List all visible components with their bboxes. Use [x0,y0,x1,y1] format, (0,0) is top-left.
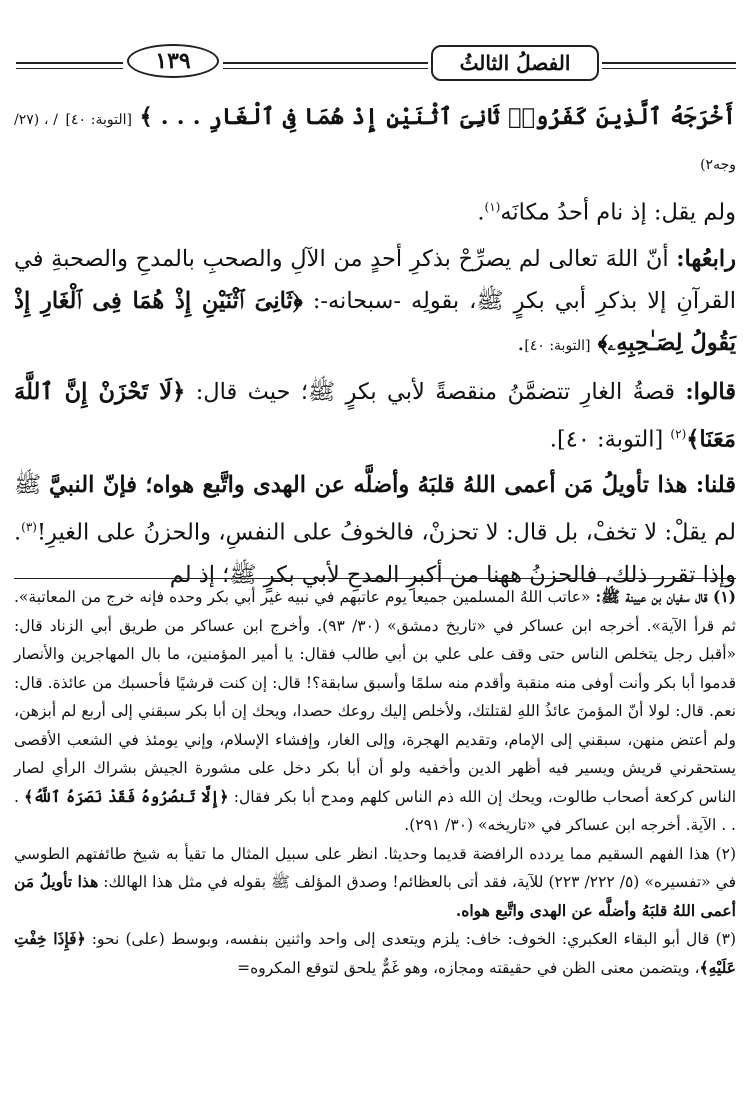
paragraph-lead: قالوا: [685,378,737,405]
main-text [14,96,736,596]
paragraph-text: قصةُ الغارِ تتضمَّنُ منقصةً لأبي بكرٍ ﷺ؛ حيث قال: [195,378,675,405]
header-rule-left-bottom [16,68,123,69]
verse-reference: [التوبة: ٤٠] [524,337,591,354]
footnote-text: «عاتب اللهُ المسلمين جميعا يوم عاتبهم في نبيه غير أبي بكر وحده فإنه خرج من المعاتبة». ثم قرأ الآية». أخرجه ابن عساكر في «تاريخ دمشق» (٣٠/ ٩٣). وأخرج ابن عساكر من طريق أبي الزناد قال: «أقبل رجل يتخلص الناس حتى وقف على علي بن أبي طالب فقال: يا أمير المؤمنين، ما بال المهاجرين والأنصار قدموا أبا بكر وأنت أوفى منه منقبة وأقدم منه سلمًا وأسبق سابقة؟! قال: إن كنت قرشيًا فأحسبك من عائذة. قال: نعم. قال: لولا أنّ المؤمنَ عائذُ اللهِ لقتلتك، ولأخلص إليك روعك حصدا، ويحك إن أبا بكر سبقني إلى أربع لم أبزهن، ولم أعتض منهن، سبقني إلى الإمام، وتقديم الهجرة، وإلى الغار، وإفشاء الإسلام، وإني يومئذ في الشعب الأقصى يستحقرني قريش ويسير فيه أظهر الدين وأخفيه ولو أن أبا بكر دخل على مشورة الجيش بشراك الرأي لصار الناس كركعة أصحاب طالوت، ويحك إن الله ذم الناس كلهم ومدح أبا بكر فقال: [14,588,737,806]
quran-verse: ﴿لَا تَحْزَنْ إِنَّ ٱللَّهَ مَعَنَا﴾ [14,378,736,452]
footnote-text: (٣) قال أبو البقاء العكبري: الخوف: خاف: يلزم ويتعدى إلى واحد واثنين بنفسه، وبوسط (على) نحو: [91,930,737,948]
quran-verse: ﴿إِلَّا تَنصُرُوهُ فَقَدْ نَصَرَهُ ٱللَّهُ﴾ [24,786,229,806]
footnote-marker: (٣) [21,520,37,534]
punctuation: . [517,329,525,356]
paragraph-1 [14,96,736,234]
header-rule-right-bottom [602,68,736,69]
verse-reference: [التوبة: ٤٠] [65,112,132,128]
header-rule-right-top [602,62,736,64]
paragraph-text: ﷺ لم يقلْ: لا تخفْ، بل قال: لا تحزنْ، فالخوفُ على النفسِ، والحزنُ على الغيرِ! [14,472,736,546]
paragraph-3 [14,371,736,461]
manuscript-folio: / ، (٢٧/ وجه٢) [14,112,736,173]
footnote-2 [14,840,736,926]
paragraph-2 [14,238,736,367]
paragraph-4 [14,464,736,596]
page-number: ١٣٩ [127,44,219,78]
header-rule-middle-top [223,62,428,64]
quran-verse: ﴿فَإِذَا خِفْتِ عَلَيْهِ﴾ [14,929,736,977]
quran-verse: أَخْرَجَهُ ٱلَّذِينَ كَفَرُوا۟ ثَانِىَ ٱثْنَيْنِ إِذْ هُمَا فِى ٱلْغَارِ . . . ﴾ [139,104,737,130]
footnote-marker: (١) [484,200,501,214]
footnote-text-tail: ، ويتضمن معنى الظن في حقيقته ومجازه، وهو غَمٌّ يلحق لتوقع المكروه= [237,958,700,977]
verse-reference: [التوبة: ٤٠] [556,426,664,452]
footnote-label: (١) قال سفيان بن عيينة ﷺ: [595,587,737,606]
paragraph-lead: قلنا: هذا تأويلُ مَن أعمى اللهُ قلبَهُ وأضلَّه عن الهدى واتَّبع هواه؛ فإنّ النبيَّ [48,472,736,498]
paragraph-text: أنّ اللهَ تعالى لم يصرِّحْ بذكرِ أحدٍ من الآلِ والصحبِ بالمدحِ والصحبةِ في القرآنِ إلا بذكرِ أبي بكرٍ ﷺ، بقولِه -سبحانه-: [14,245,737,314]
punctuation: . [477,199,485,226]
footnote-3 [14,925,736,982]
footnote-bold-quote: هذا تأويلُ مَن أعمى اللهُ قلبَهُ وأضلَّه عن الهدى واتَّبع هواه. [14,872,736,920]
chapter-title: الفصلُ الثالثُ [431,45,599,81]
footnote-text: (٢) هذا الفهم السقيم مما يردده الرافضة قديما وحديثا. انظر على سبيل المثال ما تقيأ به شيخ طائفتهم الطوسي في «تفسيره» (٥/ ٢٢٢/ ٢٢٣) للآية، فقد أتى بالعظائم! وصدق المؤلف ﷺ بقوله في مثل هذا الهالك: [14,844,736,891]
text-line: ولم يقل: إذ نام أحدُ مكانَه [500,199,736,226]
footnote-text-tail: . . . الآية. أخرجه ابن عساكر في «تاريخه» (٣٠/ ٢٩١). [14,787,736,834]
punctuation: . [549,426,557,452]
footnote-divider [14,578,736,579]
footnote-marker: (٢) [670,426,687,441]
header-rule-left-top [16,62,123,64]
paragraph-lead: رابعُها: [676,245,736,272]
header-rule-middle-bottom [223,68,428,69]
footnote-1 [14,583,736,840]
quran-verse: ﴿ثَانِىَ ٱثْنَيْنِ إِذْ هُمَا فِى ٱلْغَارِ إِذْ يَقُولُ لِصَـٰحِبِهِۦ﴾ [14,287,736,356]
page-header [0,28,751,88]
footnotes [14,583,736,982]
paragraph-text-continued: . وإذا تقرر ذلك، فالحزنُ ههنا من أكبرِ المدحِ لأبي بكرٍ ﷺ؛ إذ لم [14,519,736,588]
